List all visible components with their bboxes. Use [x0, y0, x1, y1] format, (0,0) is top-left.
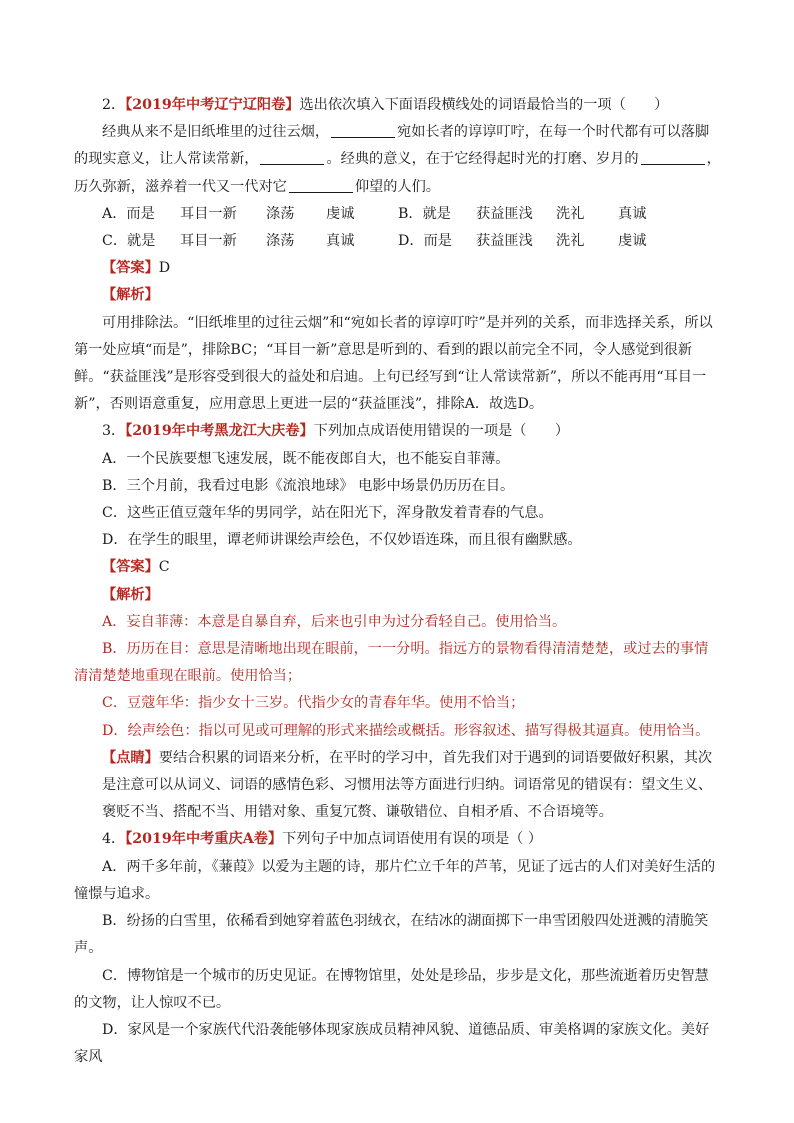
option-word: 虔诚 — [326, 205, 355, 222]
question-3-answer — [74, 554, 722, 581]
answer-value: D — [158, 260, 171, 277]
analysis-item-d: D．绘声绘色：指以可见或可理解的形式来描绘或概括。形容叙述、描写得极其逼真。使用恰当。 — [102, 722, 710, 739]
option-word: 获益匪浅 — [476, 205, 533, 222]
options-row-ab — [74, 201, 722, 228]
question-stem-text: 选出依次填入下面语段横线处的词语最恰当的一项（ ） — [299, 97, 669, 113]
option-word: B．就是 — [398, 205, 451, 222]
question-source: 【2019年中考黑龙江大庆卷】 — [125, 423, 314, 440]
question-source: 【2019年中考辽宁辽阳卷】 — [125, 97, 300, 113]
question-3-option-c: C．这些正值豆蔻年华的男同学，站在阳光下，浑身散发着青春的气息。 — [102, 505, 553, 522]
question-number: 4． — [102, 831, 126, 848]
option-word: 涤荡 — [266, 205, 295, 222]
tip-label: 【点睛】 — [102, 749, 159, 766]
analysis-item-b: B．历历在目：意思是清晰地出现在眼前，一一分明。指远方的景物看得清清楚楚，或过去的事情清清楚楚地重现在眼前。使用恰当； — [74, 641, 709, 685]
option-d — [398, 228, 694, 255]
question-4-option-b: B．纷扬的白雪里，依稀看到她穿着蓝色羽绒衣，在结冰的湖面掷下一串雪团般四处迸溅的清脆笑声。 — [74, 913, 709, 957]
analysis-item-c: C．豆蔻年华：指少女十三岁。代指少女的青春年华。使用不恰当； — [102, 695, 525, 712]
option-word: C．就是 — [102, 233, 156, 250]
fill-blank — [641, 148, 705, 165]
analysis-label: 【解析】 — [102, 586, 159, 603]
answer-value: C — [158, 559, 170, 576]
fill-blank — [260, 148, 324, 165]
question-2-analysis: 可用排除法。“旧纸堆里的过往云烟”和“宛如长者的谆谆叮咛”是并列的关系，而非选择关系，所以第一处应填“而是”，排除BC；“耳目一新”意思是听到的、看到的跟以前完全不同，令人感觉到很新鲜。“获益匪浅”是形容受到很大的益处和启迪。上句已经写到“让人常读常新”，所以不能再用“耳目一新”，否则语意重复，应用意思上更进一层的“获益匪浅”，排除A．故选D。 — [74, 314, 713, 413]
options-row-cd — [74, 228, 722, 255]
question-2-answer — [74, 255, 722, 282]
tip-text: 要结合积累的词语来分析，在平时的学习中，首先我们对于遇到的词语要做好积累，其次是注意可以从词义、词语的感情色彩、习惯用法等方面进行归纳。词语常见的错误有：望文生义、褒贬不当、搭配不当、用错对象、重复冗赘、谦敬错位、自相矛盾、不合语境等。 — [102, 749, 713, 821]
question-number: 2． — [102, 97, 126, 113]
fill-blank — [289, 176, 353, 193]
question-4-option-d: D．家风是一个家族代代沿袭能够体现家族成员精神风貌、道德品质、审美格调的家族文化。美好家风 — [74, 1021, 710, 1066]
question-2-passage — [74, 119, 722, 201]
analysis-item-a: A．妄自菲薄：本意是自暴自弃，后来也引申为过分看轻自己。使用恰当。 — [102, 613, 567, 630]
option-word: 耳目一新 — [180, 205, 237, 222]
option-b — [398, 201, 694, 228]
question-3-tip — [74, 745, 722, 827]
passage-text: ，历久弥新，滋养着一代又一代对它 — [74, 151, 721, 195]
fill-blank — [331, 121, 395, 138]
option-c — [102, 228, 398, 255]
question-source: 【2019年中考重庆A卷】 — [125, 831, 283, 848]
option-word: 耳目一新 — [180, 233, 237, 250]
passage-text: 经典从来不是旧纸堆里的过往云烟， — [102, 124, 330, 141]
answer-label: 【答案】 — [102, 260, 159, 277]
analysis-label: 【解析】 — [102, 287, 159, 304]
option-word: 虔诚 — [618, 233, 647, 250]
question-4-stem — [74, 826, 722, 853]
passage-text: 。经典的意义，在于它经得起时光的打磨、岁月的 — [326, 151, 639, 168]
question-4-option-a: A．两千多年前，《蒹葭》以爱为主题的诗，那片伫立千年的芦苇，见证了远古的人们对美好生活的憧憬与追求。 — [74, 858, 716, 902]
option-word: 真诚 — [618, 205, 647, 222]
question-3-option-d: D．在学生的眼里，谭老师讲课绘声绘色，不仅妙语连珠，而且很有幽默感。 — [102, 532, 582, 549]
option-word: 洗礼 — [556, 233, 585, 250]
option-a — [102, 201, 398, 228]
option-word: 涤荡 — [266, 233, 295, 250]
document-content — [74, 92, 722, 1071]
question-number: 3． — [102, 423, 126, 440]
option-word: 洗礼 — [556, 205, 585, 222]
question-stem-text: 下列句子中加点词语使用有误的项是（ ） — [282, 831, 543, 848]
question-3-option-a: A．一个民族要想飞速发展，既不能夜郎自大，也不能妄自菲薄。 — [102, 450, 510, 467]
question-stem-text: 下列加点成语使用错误的一项是（ ） — [313, 423, 570, 440]
passage-text: 仰望的人们。 — [354, 178, 440, 195]
question-4-option-c: C．博物馆是一个城市的历史见证。在博物馆里，处处是珍品，步步是文化，那些流逝着历史智慧的文物，让人惊叹不已。 — [74, 967, 709, 1011]
option-word: 真诚 — [326, 233, 355, 250]
passage-text: 宛如长者的谆谆叮咛，在每一个时代都有可以落脚的现实意义，让人常读常新， — [74, 124, 710, 168]
answer-label: 【答案】 — [102, 559, 159, 576]
option-word: 获益匪浅 — [476, 233, 533, 250]
question-3-stem — [74, 418, 722, 445]
question-2-stem — [74, 92, 722, 119]
option-word: D．而是 — [398, 233, 452, 250]
option-word: A．而是 — [102, 205, 155, 222]
question-3-option-b: B．三个月前，我看过电影《流浪地球》 电影中场景仍历历在目。 — [102, 477, 515, 494]
